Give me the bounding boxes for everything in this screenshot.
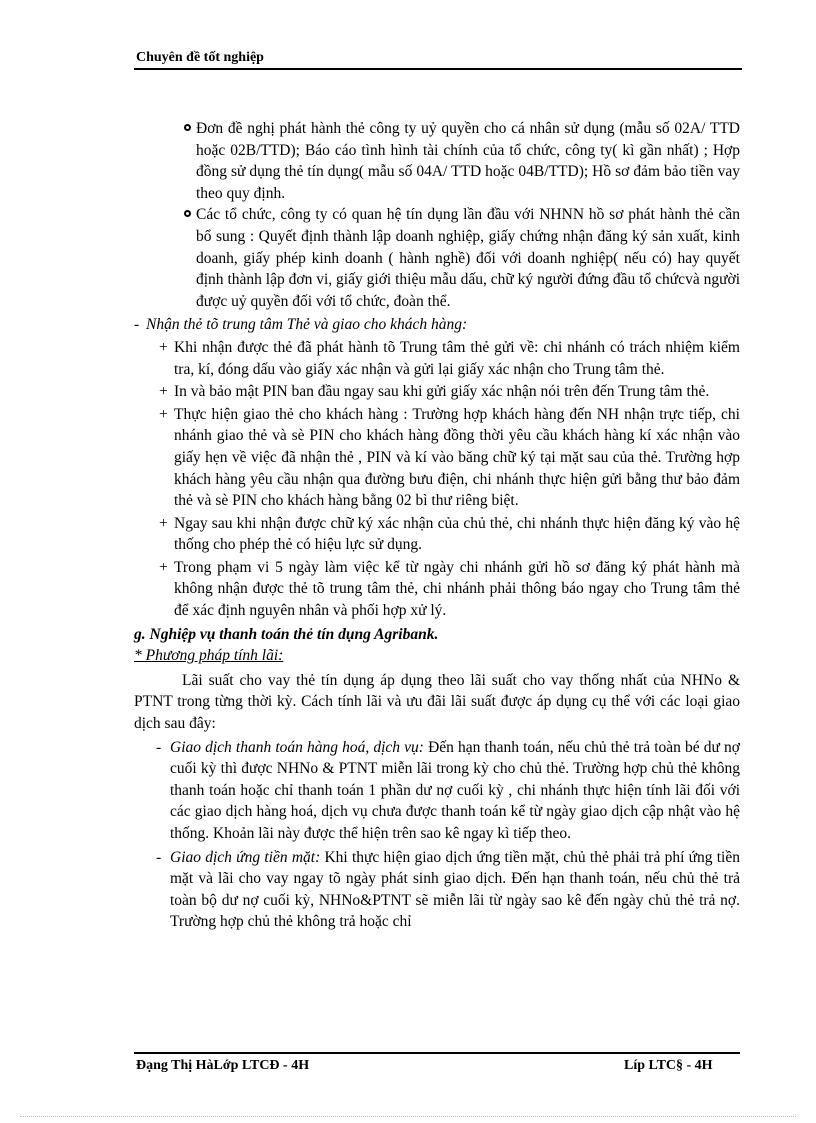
dash-bullet-icon: - bbox=[156, 738, 162, 756]
dash-bullet-icon: - bbox=[134, 316, 140, 334]
list-item bbox=[134, 381, 740, 403]
transaction-item bbox=[134, 847, 740, 933]
header-divider bbox=[134, 68, 742, 70]
plus-bullet-icon: + bbox=[159, 558, 168, 576]
transaction-item bbox=[134, 737, 740, 845]
list-item bbox=[134, 404, 740, 512]
list-item bbox=[134, 204, 740, 312]
plus-bullet-icon: + bbox=[159, 383, 168, 401]
circle-bullet-icon bbox=[184, 210, 191, 217]
list-item-text: Ngay sau khi nhận được chữ ký xác nhận của chủ thẻ, chi nhánh thực hiện đăng ký vào hệ thống cho phép thẻ có hiệu lực sử dụng. bbox=[174, 514, 740, 554]
document-body bbox=[134, 118, 740, 933]
section-heading-g: g. Nghiệp vụ thanh toán thẻ tín dụng Agribank. bbox=[134, 625, 439, 643]
interest-paragraph: Lãi suất cho vay thẻ tín dụng áp dụng theo lãi suất cho vay thống nhất của NHNo & PTNT trong từng thời kỳ. Cách tính lãi và ưu đãi lãi suất được áp dụng cụ thể với các loại giao dịch sau đây: bbox=[134, 671, 740, 733]
transaction-text: Đến hạn thanh toán, nếu chủ thẻ trả toàn bé dư nợ cuối kỳ thì được NHNo & PTNT miễn lãi trong kỳ cho chủ thẻ. Trường hợp chủ thẻ không thanh toán hoặc chỉ thanh toán 1 phần dư nợ cuối kỳ , chi nhánh thực hiện tính lãi đối với các giao dịch hàng hoá, dịch vụ chưa được thanh toán kể từ ngày giao dịch cập nhật vào hệ thống. Khoản lãi này được thể hiện trên sao kê ngay kì tiếp theo. bbox=[170, 738, 741, 842]
list-item bbox=[134, 118, 740, 204]
footer-author: Đạng Thị HàLớp LTCĐ - 4H bbox=[136, 1058, 310, 1073]
page-header-title: Chuyên đề tốt nghiệp bbox=[136, 50, 264, 65]
list-item bbox=[134, 557, 740, 622]
dash-bullet-icon: - bbox=[156, 848, 162, 866]
subsection-heading-receive-card bbox=[134, 314, 740, 336]
footer-class: Líp LTC§ - 4H bbox=[624, 1058, 713, 1073]
footer-divider bbox=[134, 1052, 740, 1054]
circle-bullet-icon bbox=[184, 124, 191, 131]
plus-bullet-icon: + bbox=[159, 338, 168, 356]
list-item-text: Đơn đề nghị phát hành thẻ công ty uỷ quyền cho cá nhân sử dụng (mẫu số 02A/ TTD hoặc 02B/TTD); Báo cáo tình hình tài chính của tổ chức, công ty( kì gần nhất) ; Hợp đồng sử dụng thẻ tín dụng( mẫu số 04A/ TTD hoặc 04B/TTD); Hồ sơ đảm bảo tiền vay theo quy định. bbox=[196, 120, 740, 202]
list-item bbox=[134, 337, 740, 380]
list-item-text: Các tổ chức, công ty có quan hệ tín dụng lần đầu với NHNN hồ sơ phát hành thẻ cần bổ sung : Quyết định thành lập doanh nghiệp, giấy chứng nhận đăng ký sản xuất, kinh doanh, giấy phép kinh doanh ( hành nghề) đối với doanh nghiệp( nếu có) hay quyết định thành lập đơn vi, giấy giới thiệu mẫu dấu, chữ ký người đứng đầu tổ chứcvà người được uỷ quyền đối với tổ chức, đoàn thể. bbox=[196, 206, 740, 310]
subsection-heading-text: Nhận thẻ tõ trung tâm Thẻ và giao cho khách hàng: bbox=[146, 316, 468, 334]
list-item-text: Thực hiện giao thẻ cho khách hàng : Trường hợp khách hàng đến NH nhận trực tiếp, chi nhánh giao thẻ và sè PIN cho khách hàng đồng thời yêu cầu khách hàng kí xác nhận vào giấy hẹn về việc đã nhận thẻ , PIN và kí vào băng chữ ký tại mặt sau của thẻ. Trường hợp khách hàng yêu cầu nhận qua đường bưu điện, chi nhánh thực hiện gửi bằng thư bảo đảm thẻ và sè PIN cho khách hàng bằng 02 bì thư riêng biệt. bbox=[174, 405, 740, 510]
list-item bbox=[134, 513, 740, 556]
transaction-lead: Giao dịch thanh toán hàng hoá, dịch vụ: bbox=[170, 738, 424, 756]
page-edge-divider bbox=[20, 1116, 796, 1117]
transaction-text: Khi thực hiện giao dịch ứng tiền mặt, chủ thẻ phải trả phí ứng tiền mặt và lãi cho vay ngay tõ ngày phát sinh giao dịch. Đến hạn thanh toán, nếu chủ thẻ trả toàn bộ dư nợ cuối kỳ, NHNo&PTNT sẽ miễn lãi từ ngày sao kê đến ngày chủ thẻ trả nợ. Trường hợp chủ thẻ không trả hoặc chỉ bbox=[170, 848, 740, 931]
list-item-text: Trong phạm vi 5 ngày làm việc kể từ ngày chi nhánh gửi hồ sơ đăng ký phát hành mà không nhận được thẻ tõ trung tâm thẻ, chi nhánh phải thông báo ngay cho Trung tâm thẻ để xác định nguyên nhân và phối hợp xử lý. bbox=[174, 558, 740, 620]
plus-bullet-icon: + bbox=[159, 405, 168, 423]
plus-bullet-icon: + bbox=[159, 514, 168, 532]
list-item-text: Khi nhận được thẻ đã phát hành tõ Trung tâm thẻ gửi về: chi nhánh có trách nhiệm kiểm tra, kí, đóng dấu vào giấy xác nhận và gửi lại giấy xác nhận cho Trung tâm thẻ. bbox=[174, 338, 740, 378]
list-item-text: In và bảo mật PIN ban đầu ngay sau khi gửi giấy xác nhận nói trên đến Trung tâm thẻ. bbox=[174, 383, 710, 401]
interest-method-heading: * Phương pháp tính lãi: bbox=[134, 647, 284, 665]
transaction-lead: Giao dịch ứng tiền mặt: bbox=[170, 848, 321, 866]
